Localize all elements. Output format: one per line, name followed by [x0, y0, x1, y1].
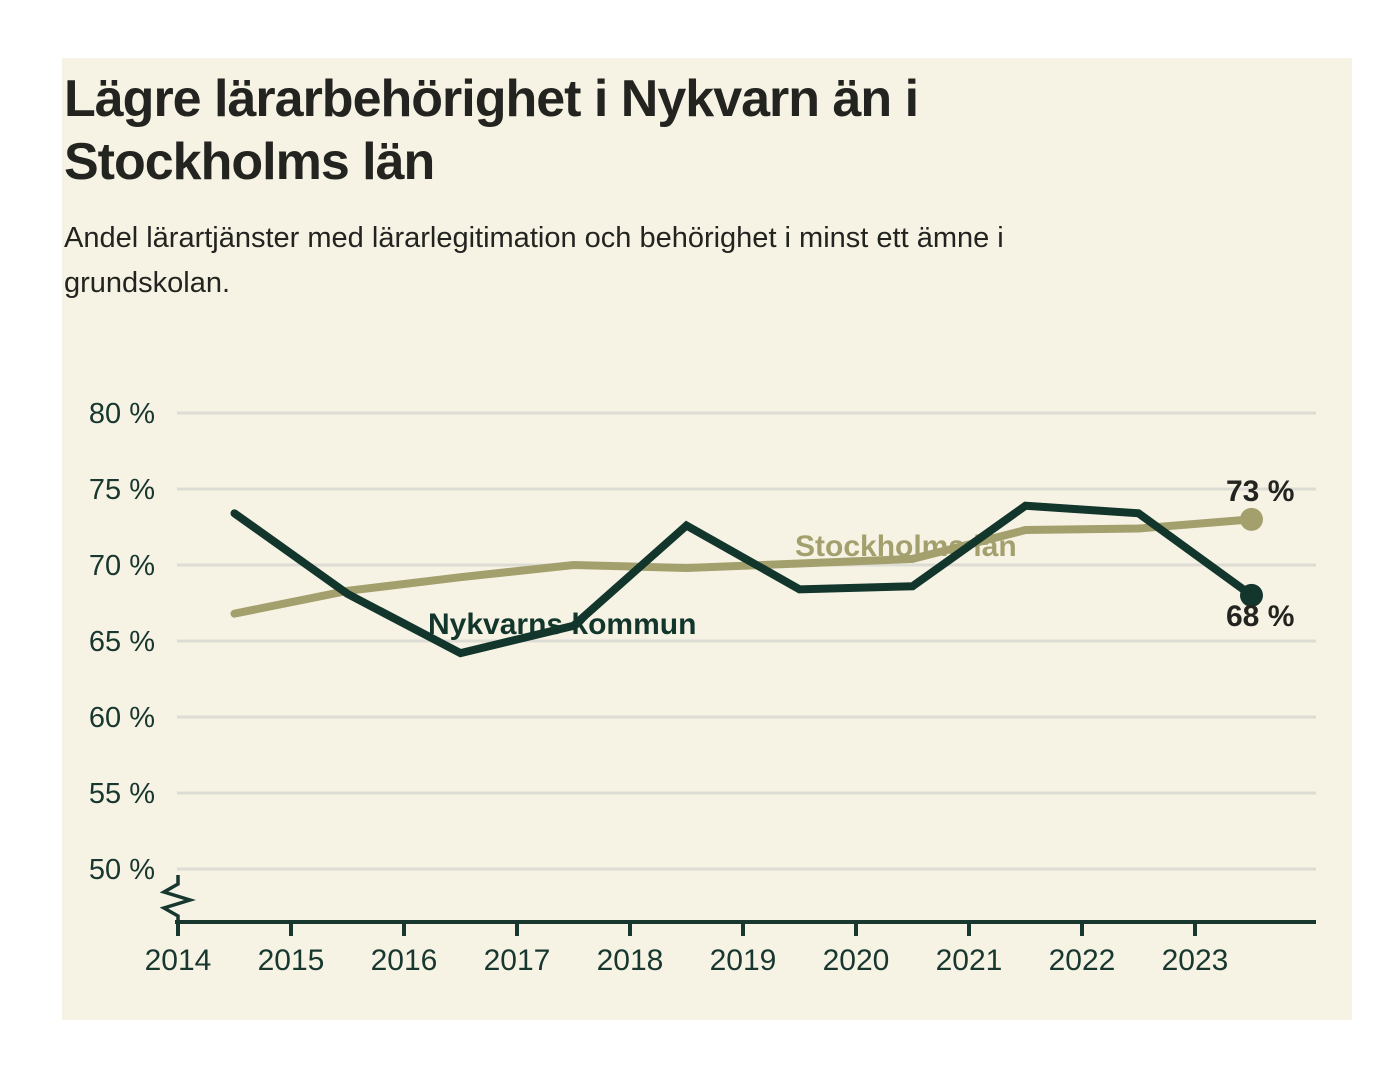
axis-break-zigzag: [164, 875, 190, 922]
x-axis-tick-label-2017: 2017: [483, 944, 551, 977]
series-end-value-label-stockholms-lan: 73 %: [1226, 475, 1295, 508]
x-axis-tick-label-2014: 2014: [144, 944, 212, 977]
y-axis-tick-label-80: 80 %: [88, 398, 155, 430]
y-axis-tick-label-75: 75 %: [88, 474, 155, 506]
chart-subtitle-line1: Andel lärartjänster med lärarlegitimation och behörighet i minst ett ämne i: [64, 222, 1004, 254]
y-axis-tick-label-60: 60 %: [88, 702, 155, 734]
x-axis-tick-label-2018: 2018: [596, 944, 664, 977]
x-axis-tick-label-2022: 2022: [1048, 944, 1116, 977]
y-axis-tick-label-55: 55 %: [88, 778, 155, 810]
chart-title-line2: Stockholms län: [64, 133, 435, 191]
y-axis-tick-label-65: 65 %: [88, 626, 155, 658]
x-axis-tick-label-2015: 2015: [257, 944, 325, 977]
series-end-dot-stockholms-lan: [1240, 508, 1263, 531]
series-label-nykvarns-kommun: Nykvarns kommun: [428, 608, 697, 641]
y-axis-tick-label-50: 50 %: [88, 854, 155, 886]
chart-subtitle-line2: grundskolan.: [64, 267, 231, 299]
series-label-stockholms-lan: Stockholms län: [795, 530, 1017, 563]
x-axis-tick-label-2023: 2023: [1161, 944, 1229, 977]
x-axis-tick-label-2021: 2021: [935, 944, 1003, 977]
chart-title-line1: Lägre lärarbehörighet i Nykvarn än i: [64, 70, 919, 128]
x-axis-tick-label-2019: 2019: [709, 944, 777, 977]
x-axis-tick-label-2020: 2020: [822, 944, 890, 977]
x-axis-tick-label-2016: 2016: [370, 944, 438, 977]
series-line-stockholms-lan: [235, 519, 1252, 613]
y-axis-tick-label-70: 70 %: [88, 550, 155, 582]
series-end-value-label-nykvarns-kommun: 68 %: [1226, 600, 1295, 633]
